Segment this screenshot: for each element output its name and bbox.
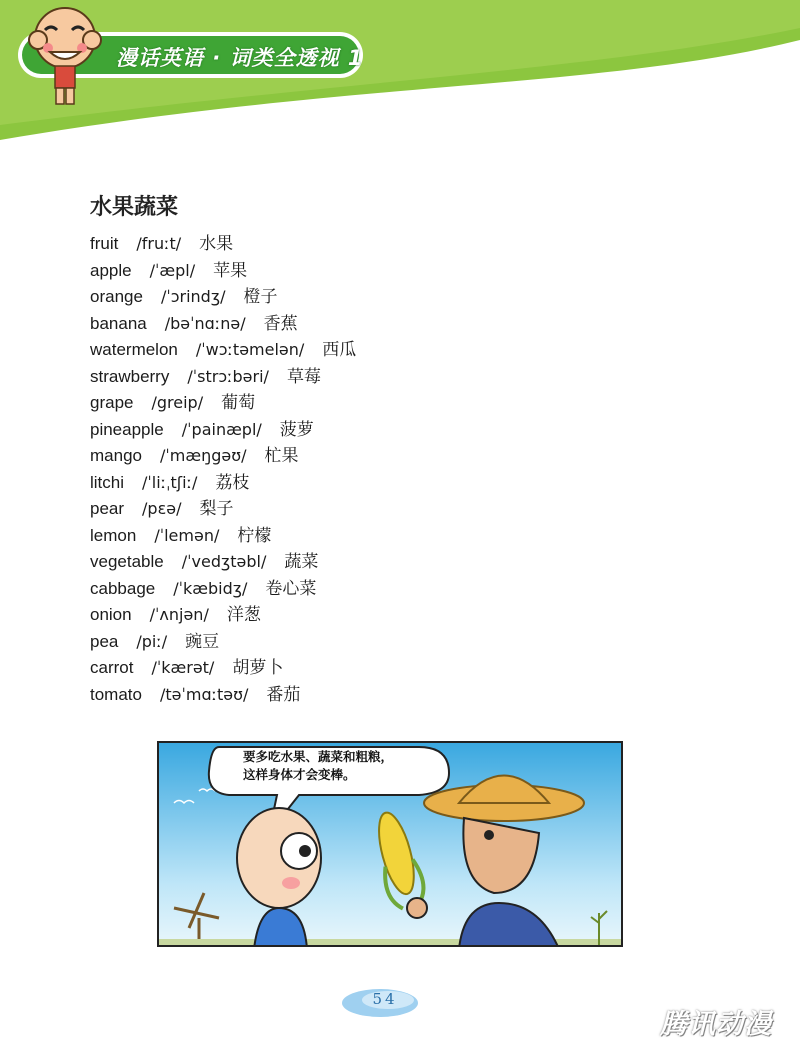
vocab-meaning: 葡萄 [221,393,256,413]
vocab-phonetic: /ˈliːˌtʃiː/ [142,472,198,492]
vocab-meaning: 菠萝 [279,419,314,440]
vocab-word: carrot [90,658,134,677]
vocab-meaning: 胡萝卜 [232,658,284,678]
vocab-phonetic: /ˈkæbidʒ/ [173,578,248,598]
vocab-word: lemon [90,525,137,545]
page-number: 54 [372,990,398,1008]
watermark-logo: 腾讯动漫 [660,1009,772,1040]
vocab-word: cabbage [90,578,156,598]
vocab-meaning: 杧果 [264,446,299,466]
vocab-phonetic: /ˈvedʒtəbl/ [181,552,267,571]
vocab-phonetic: /ˈkærət/ [151,658,215,677]
vocab-phonetic: /ˈlemən/ [154,525,220,545]
vocab-word: grape [90,393,134,412]
vocab-word: pea [90,631,119,651]
vocab-word: vegetable [90,552,164,571]
vocab-meaning: 水果 [199,234,234,254]
vocab-row [90,602,650,629]
section-title: 水果蔬菜 [90,195,179,220]
vocab-meaning: 卷心菜 [265,578,317,599]
vocab-phonetic: /təˈmɑːtəʊ/ [159,684,249,704]
vocab-meaning: 洋葱 [226,605,261,625]
vocab-phonetic: /ˈpainæpl/ [181,419,262,439]
vocab-meaning: 苹果 [213,260,248,281]
vocab-row [90,231,650,258]
vocab-row [90,443,650,470]
vocab-phonetic: /pɛə/ [142,499,182,518]
vocab-meaning: 豌豆 [185,631,220,652]
vocab-word: orange [90,287,143,306]
vocab-row [90,364,650,391]
vocab-phonetic: /bəˈnɑːnə/ [164,313,246,333]
vocab-row [90,337,650,364]
vocab-meaning: 梨子 [199,499,234,519]
vocab-row [90,523,650,550]
vocab-word: litchi [90,472,125,492]
speech-bubble [243,748,443,784]
vocab-meaning: 草莓 [286,366,321,387]
vocab-phonetic: /ˈwɔːtəmelən/ [195,340,305,359]
vocab-word: banana [90,313,147,333]
vocab-word: apple [90,260,132,280]
vocab-row [90,258,650,285]
header-title: 漫话英语 · 词类全透视 1 [116,46,364,70]
comic-panel [157,741,623,947]
vocab-phonetic: /ˈɔrindʒ/ [160,287,226,306]
vocab-word: pear [90,499,125,518]
vocab-meaning: 荔枝 [215,472,250,493]
vocab-word: tomato [90,684,142,704]
vocab-row [90,390,650,417]
vocab-meaning: 西瓜 [322,340,357,360]
vocab-row [90,496,650,523]
vocab-row [90,629,650,656]
vocab-row [90,682,650,709]
speech-line-1: 要多吃水果、蔬菜和粗粮， [243,749,394,764]
vocab-row [90,417,650,444]
vocab-phonetic: /ˈæpl/ [149,260,196,280]
vocab-meaning: 蔬菜 [284,552,319,572]
vocab-meaning: 番茄 [266,684,301,705]
vocab-meaning: 橙子 [243,287,278,307]
vocab-row [90,311,650,338]
vocab-word: fruit [90,234,119,253]
vocabulary-list [90,231,650,708]
vocab-phonetic: /ˈmæŋgəʊ/ [159,446,247,465]
vocab-meaning: 柠檬 [237,525,272,546]
vocab-row [90,284,650,311]
vocab-meaning: 香蕉 [263,313,298,334]
vocab-word: watermelon [90,340,178,359]
vocab-row [90,576,650,603]
vocab-word: onion [90,605,132,624]
vocab-word: mango [90,446,142,465]
vocab-phonetic: /greip/ [151,393,204,412]
vocab-phonetic: /ˈʌnjən/ [149,605,209,624]
vocab-row [90,549,650,576]
vocab-row [90,470,650,497]
vocab-phonetic: /fruːt/ [136,234,182,253]
vocab-phonetic: /ˈstrɔːbəri/ [187,366,269,386]
vocab-phonetic: /piː/ [136,631,168,651]
vocab-row [90,655,650,682]
vocab-word: pineapple [90,419,164,439]
speech-line-2: 这样身体才会变棒。 [243,767,356,782]
vocab-word: strawberry [90,366,170,386]
